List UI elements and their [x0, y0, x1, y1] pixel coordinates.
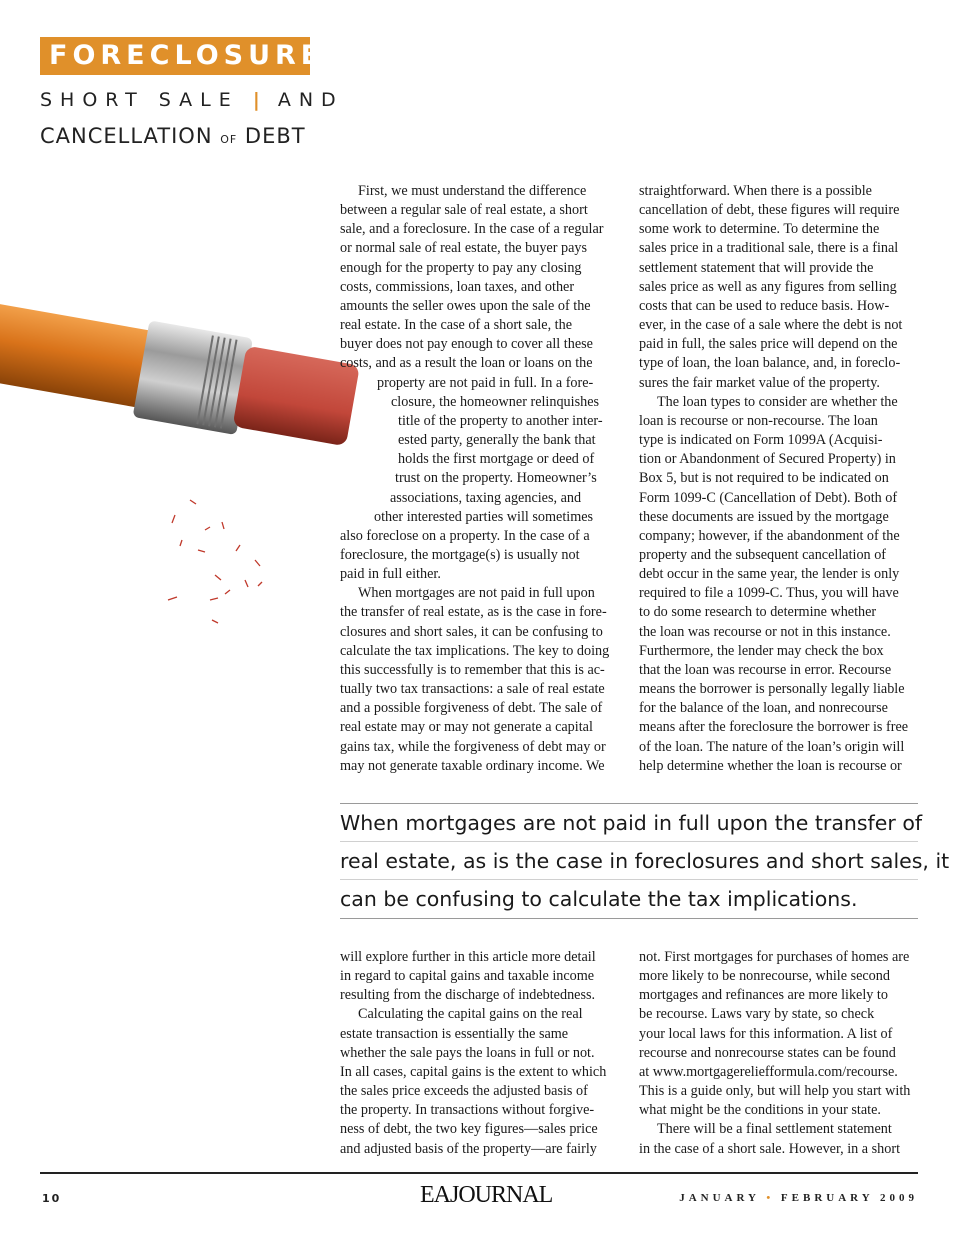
body-text-line: amounts the seller owes upon the sale of the	[340, 297, 591, 314]
body-text-line: to do some research to determine whether	[639, 604, 877, 621]
body-text-line: will explore further in this article more detail	[340, 949, 596, 965]
body-text-line: enough for the property to pay any closing	[340, 259, 582, 276]
body-text-line: paid in full either.	[340, 566, 441, 583]
body-text-line: more likely to be nonrecourse, while second	[639, 968, 890, 985]
body-text-line: company; however, if the abandonment of the	[639, 527, 900, 544]
body-text-line: and adjusted basis of the property—are fairly	[340, 1140, 597, 1157]
body-text-line: also foreclose on a property. In the case of a	[340, 527, 590, 544]
body-text-line: the transfer of real estate, as is the case in fore-	[340, 604, 607, 621]
body-text-line: real estate. In the case of a short sale, the	[340, 317, 573, 334]
body-text-line: calculate the tax implications. The key to doing	[340, 642, 610, 659]
body-text-line: ness of debt, the two key figures—sales price	[340, 1121, 598, 1138]
body-text-line: and a possible forgiveness of debt. The sale of	[340, 700, 603, 717]
body-text-line: for the balance of the loan, and nonrecourse	[639, 700, 888, 717]
body-column-2-bottom	[639, 948, 910, 1159]
body-text-line: cancellation of debt, these figures will require	[639, 202, 900, 219]
body-text-line: ested party, generally the bank that	[398, 432, 596, 449]
body-text-line: tion or Abandonment of Secured Property) in	[639, 451, 896, 468]
pull-quote	[340, 804, 949, 918]
body-text-line: these documents are issued by the mortgage	[639, 508, 889, 525]
body-text-line: means the borrower is personally legally liable	[639, 681, 905, 698]
body-text-line: closure, the homeowner relinquishes	[391, 393, 600, 410]
issue-separator: •	[766, 1192, 775, 1204]
body-text-line: this successfully is to remember that this is ac-	[340, 661, 605, 678]
pencil-body	[0, 302, 153, 407]
body-text-line: gains tax, while the forgiveness of debt may or	[340, 738, 606, 755]
body-text-line: associations, taxing agencies, and	[390, 489, 582, 506]
body-text-line: ever, in the case of a sale where the debt is not	[639, 317, 903, 334]
body-text-line: sures the fair market value of the property.	[639, 374, 880, 391]
body-text-line: tually two tax transactions: a sale of real estate	[340, 681, 605, 698]
body-text-line: property are not paid in full. In a fore-	[377, 374, 594, 391]
body-text-line: what might be the conditions in your state.	[639, 1102, 881, 1119]
subtitle-of: OF	[220, 133, 238, 146]
body-text-line: property and the subsequent cancellation of	[639, 546, 887, 563]
body-text-line: costs that can be used to reduce basis. How-	[639, 297, 890, 314]
body-text-line: sale, and a foreclosure. In the case of a regular	[340, 221, 604, 238]
body-text-line: sales price in a traditional sale, there is a final	[639, 240, 899, 257]
body-text-line: at www.mortgagereliefformula.com/recourse.	[639, 1063, 898, 1080]
body-text-line: that the loan was recourse in error. Recourse	[639, 661, 892, 678]
journal-logo: EAJOURNAL	[420, 1182, 553, 1208]
body-text-line: The loan types to consider are whether the	[657, 393, 898, 410]
body-text-line: real estate may or may not generate a capital	[340, 719, 593, 736]
body-text-line: whether the sale pays the loans in full or not.	[340, 1044, 595, 1061]
body-text-line: sales price as well as any figures from selling	[639, 278, 897, 295]
title-banner	[40, 37, 340, 75]
body-text-line: debt occur in the same year, the lender is only	[639, 566, 900, 583]
body-text-line: In all cases, capital gains is the extent to which	[340, 1063, 607, 1080]
body-text-line: foreclosure, the mortgage(s) is usually not	[340, 546, 580, 563]
body-text-line: Form 1099-C (Cancellation of Debt). Both of	[639, 489, 898, 506]
body-text-line: title of the property to another inter-	[398, 412, 603, 429]
body-text-line: loan is recourse or non-recourse. The loan	[639, 412, 878, 429]
body-text-line: There will be a final settlement statement	[657, 1121, 892, 1138]
subtitle-cancellation: CANCELLATION	[40, 124, 213, 148]
body-text-line: Box 5, but is not required to be indicated on	[639, 470, 889, 487]
body-text-line: between a regular sale of real estate, a short	[340, 202, 588, 219]
body-text-line: be recourse. Laws vary by state, so check	[639, 1006, 875, 1023]
body-text-line: estate transaction is essentially the same	[340, 1025, 569, 1042]
body-text-line: required to file a 1099-C. Thus, you will have	[639, 585, 899, 602]
body-text-line: your local laws for this information. A list of	[639, 1025, 893, 1042]
body-text-line: means after the foreclosure the borrower is free	[639, 719, 909, 736]
body-text-line: First, we must understand the difference	[358, 183, 587, 199]
footer-rule	[40, 1172, 918, 1174]
body-column-2-top	[639, 182, 908, 776]
body-column-1-bottom	[340, 948, 606, 1159]
body-text-line: of the loan. The nature of the loan’s origin will	[639, 738, 905, 755]
pull-quote-line: When mortgages are not paid in full upon the transfer of	[340, 811, 923, 835]
body-text-line: the sales price exceeds the adjusted basis of	[340, 1083, 588, 1100]
eraser-shavings	[168, 500, 262, 623]
issue-month-b: FEBRUARY 2009	[780, 1192, 918, 1204]
body-text-line: costs, and as a result the loan or loans on the	[340, 355, 593, 372]
body-text-line: mortgages and refinances are more likely to	[639, 987, 888, 1004]
pull-quote-line: can be confusing to calculate the tax implications.	[340, 887, 858, 911]
issue-month-a: JANUARY	[679, 1192, 760, 1204]
article-subtitle	[40, 89, 344, 111]
body-text-line: may not generate taxable ordinary income. We	[340, 757, 605, 774]
body-text-line: not. First mortgages for purchases of homes are	[639, 949, 910, 965]
body-text-line: costs, commissions, loan taxes, and other	[340, 278, 575, 295]
body-text-line: recourse and nonrecourse states can be found	[639, 1044, 896, 1061]
body-text-line: type of loan, the loan balance, and, in foreclo-	[639, 355, 901, 372]
subtitle-and: AND	[277, 89, 344, 111]
body-text-line: paid in full, the sales price will depend on the	[639, 336, 898, 353]
subtitle-short-sale: SHORT SALE	[40, 89, 239, 111]
body-text-line: in regard to capital gains and taxable income	[340, 968, 595, 985]
body-text-line: When mortgages are not paid in full upon	[358, 585, 595, 602]
body-text-line: Calculating the capital gains on the real	[358, 1006, 583, 1023]
article-title: FORECLOSURE,	[49, 40, 340, 71]
body-text-line: type is indicated on Form 1099A (Acquisi-	[639, 432, 883, 449]
body-text-line: settlement statement that will provide the	[639, 259, 874, 276]
article-subtitle-2	[40, 124, 306, 148]
body-text-line: other interested parties will sometimes	[374, 508, 594, 525]
body-text-line: straightforward. When there is a possible	[639, 183, 872, 199]
body-text-line: some work to determine. To determine the	[639, 221, 880, 238]
page-number: 10	[42, 1192, 62, 1205]
subtitle-separator: |	[252, 89, 264, 111]
body-text-line: help determine whether the loan is recourse or	[639, 757, 902, 774]
body-column-1-top	[340, 182, 609, 776]
body-text-line: This is a guide only, but will help you start with	[639, 1083, 911, 1100]
body-text-line: resulting from the discharge of indebtedness.	[340, 987, 596, 1004]
body-text-line: the property. In transactions without forgive-	[340, 1102, 595, 1119]
body-text-line: holds the first mortgage or deed of	[398, 451, 595, 468]
pull-quote-line: real estate, as is the case in foreclosures and short sales, it	[340, 849, 950, 873]
body-text-line: in the case of a short sale. However, in a short	[639, 1140, 901, 1157]
body-text-line: Furthermore, the lender may check the box	[639, 642, 884, 659]
body-text-line: trust on the property. Homeowner’s	[395, 470, 597, 487]
issue-date	[679, 1192, 918, 1204]
body-text-line: buyer does not pay enough to cover all these	[340, 336, 593, 353]
subtitle-debt: DEBT	[244, 124, 306, 148]
body-text-line: closures and short sales, it can be confusing to	[340, 623, 603, 640]
body-text-line: the loan was recourse or not in this instance.	[639, 623, 891, 640]
body-text-line: or normal sale of real estate, the buyer pays	[340, 240, 587, 257]
